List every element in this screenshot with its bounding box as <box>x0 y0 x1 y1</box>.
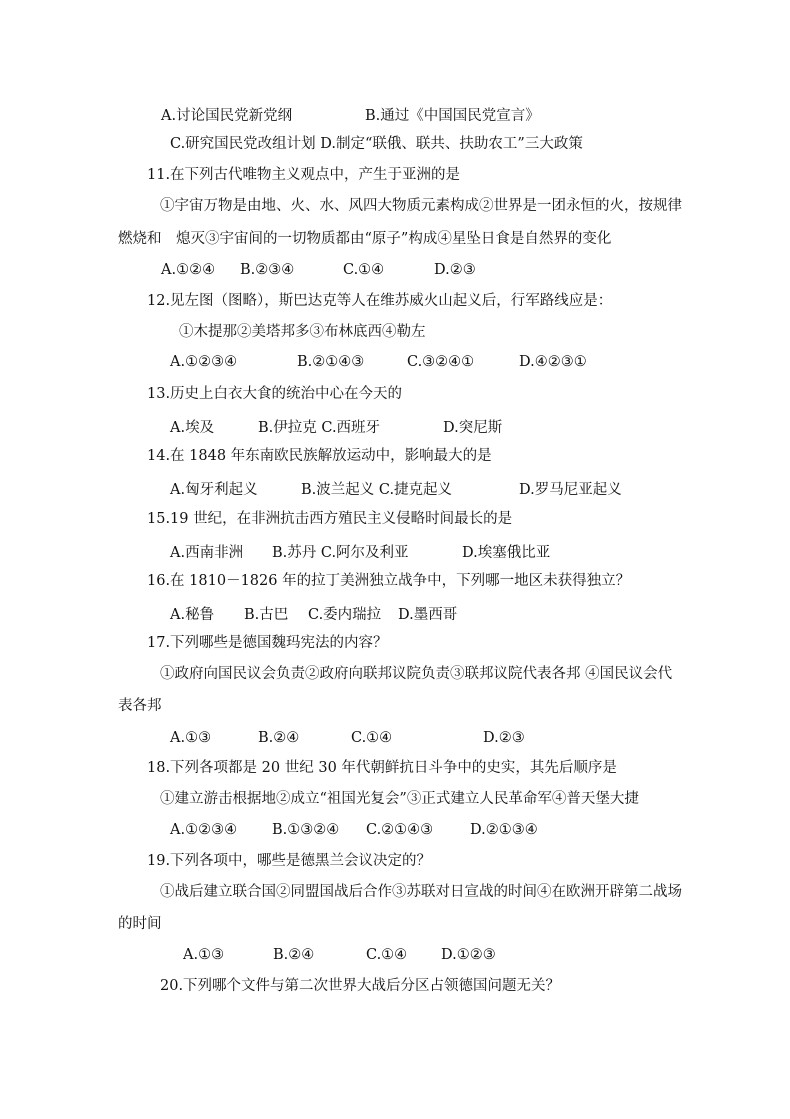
q14-option-d: D.罗马尼亚起义 <box>519 482 622 498</box>
q15-option-d: D.埃塞俄比亚 <box>462 545 551 561</box>
q17-items-line1: ①政府向国民议会负责②政府向联邦议院负责③联邦议院代表各邦 ④国民议会代 <box>160 666 673 682</box>
q16-option-b: B.古巴 <box>244 607 289 623</box>
q17-option-a: A.①③ <box>170 730 212 746</box>
q11-option-c: C.①④ <box>343 262 385 278</box>
q18-option-c: C.②①④③ <box>366 822 434 838</box>
q15-option-bc: B.苏丹 C.阿尔及利亚 <box>272 545 409 561</box>
q13-option-bc: B.伊拉克 C.西班牙 <box>258 420 381 436</box>
q15-stem: 15.19 世纪，在非洲抗击西方殖民主义侵略时间最长的是 <box>147 511 513 527</box>
q19-stem: 19.下列各项中，哪些是德黑兰会议决定的？ <box>147 853 432 869</box>
q17-stem: 17.下列哪些是德国魏玛宪法的内容？ <box>147 635 388 651</box>
q11-option-d: D.②③ <box>434 262 476 278</box>
q19-option-a: A.①③ <box>183 947 225 963</box>
q19-option-b: B.②④ <box>273 947 315 963</box>
q18-option-d: D.②①③④ <box>470 822 538 838</box>
q17-option-c: C.①④ <box>351 730 393 746</box>
q14-option-a: A.匈牙利起义 <box>170 482 258 498</box>
q18-option-b: B.①③②④ <box>272 822 340 838</box>
q11-option-b: B.②③④ <box>240 262 295 278</box>
q12-option-d: D.④②③① <box>519 354 587 370</box>
q15-option-a: A.西南非洲 <box>170 545 244 561</box>
q13-stem: 13.历史上白衣大食的统治中心在今天的 <box>147 386 403 402</box>
q19-items-line2: 的时间 <box>118 916 162 932</box>
q20-stem: 20.下列哪个文件与第二次世界大战后分区占领德国问题无关？ <box>160 978 561 994</box>
q12-option-c: C.③②④① <box>407 354 475 370</box>
q18-items: ①建立游击根据地②成立“祖国光复会”③正式建立人民革命军④普天堡大捷 <box>160 791 639 807</box>
q17-option-d: D.②③ <box>483 730 525 746</box>
q19-items-line1: ①战后建立联合国②同盟国战后合作③苏联对日宣战的时间④在欧洲开辟第二战场 <box>160 884 682 900</box>
q11-items-line2: 燃烧和 熄灭③宇宙间的一切物质都由“原子”构成④星坠日食是自然界的变化 <box>118 231 612 247</box>
q19-option-c: C.①④ <box>366 947 408 963</box>
q14-option-bc: B.波兰起义 C.捷克起义 <box>301 482 453 498</box>
q10-option-cd: C.研究国民党改组计划 D.制定“联俄、联共、扶助农工”三大政策 <box>170 136 583 152</box>
q17-items-line2: 表各邦 <box>118 698 162 714</box>
q12-stem: 12.见左图（图略），斯巴达克等人在维苏威火山起义后，行军路线应是： <box>147 293 613 309</box>
q11-stem: 11.在下列古代唯物主义观点中，产生于亚洲的是 <box>147 167 461 183</box>
q12-option-a: A.①②③④ <box>170 354 238 370</box>
q16-option-a: A.秘鲁 <box>170 607 215 623</box>
q10-option-a: A.讨论国民党新党纲 <box>161 108 293 124</box>
q18-stem: 18.下列各项都是 20 世纪 30 年代朝鲜抗日斗争中的史实，其先后顺序是 <box>147 760 617 776</box>
q10-option-b: B.通过《中国国民党宣言》 <box>365 108 540 124</box>
q11-option-a: A.①②④ <box>161 262 216 278</box>
q12-option-b: B.②①④③ <box>297 354 365 370</box>
q17-option-b: B.②④ <box>258 730 300 746</box>
q16-option-d: D.墨西哥 <box>398 607 458 623</box>
q13-option-a: A.埃及 <box>170 420 215 436</box>
q14-stem: 14.在 1848 年东南欧民族解放运动中，影响最大的是 <box>147 448 492 464</box>
q13-option-d: D.突尼斯 <box>443 420 503 436</box>
q16-option-c: C.委内瑞拉 <box>308 607 382 623</box>
q18-option-a: A.①②③④ <box>170 822 238 838</box>
q12-items: ①木提那②美塔邦多③布林底西④勒左 <box>179 324 426 340</box>
q19-option-d: D.①②③ <box>441 947 496 963</box>
q16-stem: 16.在 1810－1826 年的拉丁美洲独立战争中，下列哪一地区未获得独立？ <box>147 573 631 589</box>
q11-items-line1: ①宇宙万物是由地、火、水、风四大物质元素构成②世界是一团永恒的火，按规律 <box>160 198 682 214</box>
